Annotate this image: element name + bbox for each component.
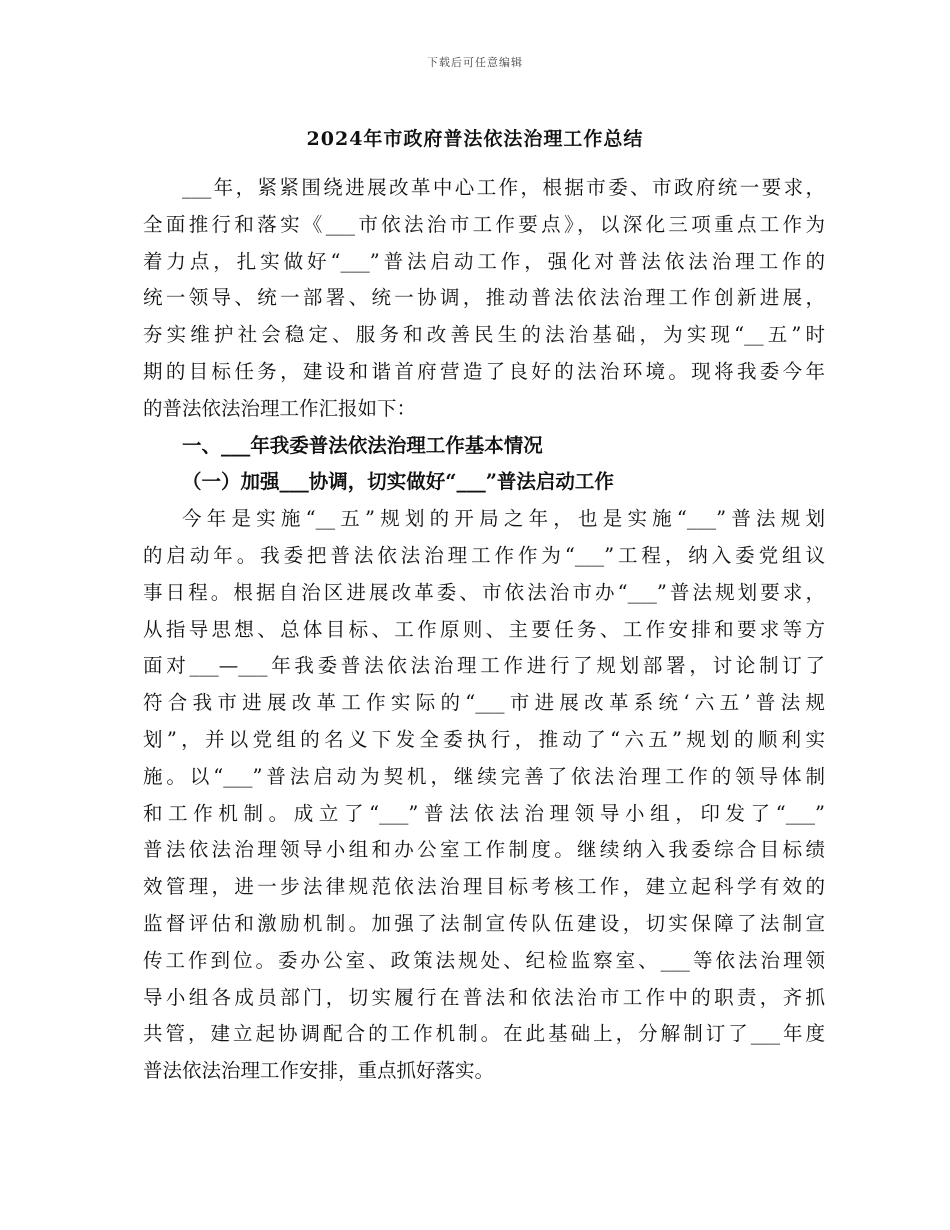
- paragraph-2-line: 传工作到位。委办公室、政策法规处、纪检监察室、___等依法治理领: [143, 948, 825, 972]
- paragraph-2-line: 的启动年。我委把普法依法治理工作作为“___”工程，纳入委党组议: [143, 543, 825, 567]
- paragraph-2-line: 共管，建立起协调配合的工作机制。在此基础上，分解制订了___年度: [143, 1022, 825, 1046]
- paragraph-2-line: 面对___—___年我委普法依法治理工作进行了规划部署，讨论制订了: [143, 654, 825, 678]
- paragraph-2-line: 符合我市进展改革工作实际的“___市进展改革系统‘六五’普法规: [143, 691, 825, 715]
- paragraph-2-line: 导小组各成员部门，切实履行在普法和依法治市工作中的职责，齐抓: [143, 985, 825, 1009]
- paragraph-2-line: 监督评估和激励机制。加强了法制宣传队伍建设，切实保障了法制宣: [143, 911, 825, 935]
- paragraph-2-line: 从指导思想、总体目标、工作原则、主要任务、工作安排和要求等方: [143, 617, 825, 641]
- section-heading-1: 一、___年我委普法依法治理工作基本情况: [182, 433, 543, 457]
- paragraph-2-line: 划”，并以党组的名义下发全委执行，推动了“六五”规划的顺利实: [143, 727, 825, 751]
- paragraph-2-line: 施。以“___”普法启动为契机，继续完善了依法治理工作的领导体制: [143, 764, 825, 788]
- document-title: 2024年市政府普法依法治理工作总结: [306, 128, 644, 150]
- paragraph-1-line: 夯实维护社会稳定、服务和改善民生的法治基础，为实现“__五”时: [143, 323, 825, 347]
- subsection-heading-1: （一）加强___协调，切实做好“___”普法启动工作: [182, 470, 614, 494]
- paragraph-1-line: 的普法依法治理工作汇报如下：: [143, 396, 417, 420]
- paragraph-1-line: 期的目标任务，建设和谐首府营造了良好的法治环境。现将我委今年: [143, 359, 825, 383]
- paragraph-1-line: 统一领导、统一部署、统一协调，推动普法依法治理工作创新进展，: [143, 286, 825, 310]
- paragraph-2-line: 普法依法治理工作安排，重点抓好落实。: [143, 1059, 495, 1083]
- paragraph-2-line: 效管理，进一步法律规范依法治理目标考核工作，建立起科学有效的: [143, 875, 825, 899]
- paragraph-2-line: 和工作机制。成立了“___”普法依法治理领导小组，印发了“___”: [143, 801, 825, 825]
- document-body: [143, 170, 825, 1090]
- paragraph-2-line: 普法依法治理领导小组和办公室工作制度。继续纳入我委综合目标绩: [143, 838, 825, 862]
- paragraph-2-line: 事日程。根据自治区进展改革委、市依法治市办“___”普法规划要求，: [143, 580, 825, 604]
- header-note: 下载后可任意编辑: [427, 56, 523, 69]
- paragraph-1-line: 全面推行和落实《___市依法治市工作要点》，以深化三项重点工作为: [143, 212, 825, 236]
- paragraph-2-line: 今年是实施“__五”规划的开局之年，也是实施“___”普法规划: [182, 507, 825, 531]
- paragraph-1-line: ___年，紧紧围绕进展改革中心工作，根据市委、市政府统一要求，: [182, 176, 825, 199]
- paragraph-1-line: 着力点，扎实做好“___”普法启动工作，强化对普法依法治理工作的: [143, 249, 825, 273]
